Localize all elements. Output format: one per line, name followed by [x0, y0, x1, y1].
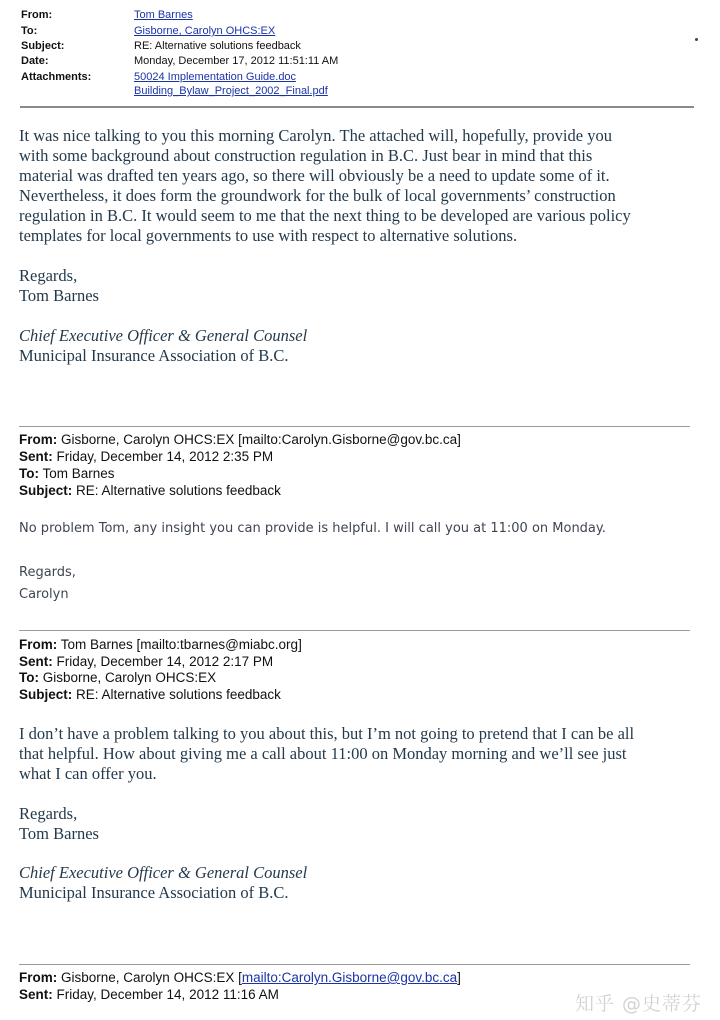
message3-body	[19, 724, 634, 784]
message4-sent: Sent: Friday, December 14, 2012 11:16 AM	[19, 987, 279, 1002]
header-divider	[20, 106, 694, 108]
body-line: regulation in B.C. It would seem to me that the next thing to be developed are various policy	[19, 206, 631, 225]
signature-org: Municipal Insurance Association of B.C.	[19, 883, 289, 902]
attachments-label: Attachments:	[21, 71, 92, 83]
body-line: Nevertheless, it does form the groundwork for the bulk of local governments’ construction	[19, 186, 616, 205]
message2-body: No problem Tom, any insight you can provide is helpful. I will call you at 11:00 on Monday.	[19, 521, 606, 536]
message1-signature	[19, 326, 307, 366]
message3-to: To: Gisborne, Carolyn OHCS:EX	[19, 670, 217, 685]
watermark: 知乎 @史蒂芬	[574, 993, 702, 1015]
from-value[interactable]: Tom Barnes	[134, 9, 193, 21]
to-label: To:	[21, 25, 38, 37]
message3-sent: Sent: Friday, December 14, 2012 2:17 PM	[19, 654, 274, 669]
message3-subject: Subject: RE: Alternative solutions feedback	[19, 687, 281, 702]
message2-sent: Sent: Friday, December 14, 2012 2:35 PM	[19, 449, 274, 464]
sender-name: Tom Barnes	[19, 824, 99, 843]
body-line: with some background about construction regulation in B.C. Just bear in mind that this	[19, 146, 593, 165]
signature-org: Municipal Insurance Association of B.C.	[19, 346, 289, 365]
body-line: templates for local governments to use with respect to alternative solutions.	[19, 226, 518, 245]
message1-closing	[19, 266, 99, 306]
message-divider	[19, 964, 690, 965]
regards: Regards,	[19, 804, 78, 823]
to-value[interactable]: Gisborne, Carolyn OHCS:EX	[134, 25, 276, 37]
body-line: that helpful. How about giving me a call about 11:00 on Monday morning and we’ll see just	[19, 744, 627, 763]
subject-label: Subject:	[21, 40, 65, 52]
subject-value: RE: Alternative solutions feedback	[134, 40, 301, 52]
message3-signature	[19, 863, 307, 903]
mailto-link[interactable]: mailto:Carolyn.Gisborne@gov.bc.ca	[241, 970, 458, 985]
attachment-link[interactable]: Building_Bylaw_Project_2002_Final.pdf	[134, 85, 328, 97]
message4-from: From: Gisborne, Carolyn OHCS:EX [mailto:Carolyn.Gisborne@gov.bc.ca]	[19, 970, 461, 985]
signature-title: Chief Executive Officer & General Counsel	[19, 326, 308, 345]
signature-title: Chief Executive Officer & General Counsel	[19, 863, 308, 882]
message3-from: From: Tom Barnes [mailto:tbarnes@miabc.org]	[19, 637, 302, 652]
attachment-link[interactable]: 50024 Implementation Guide.doc	[134, 71, 297, 83]
message-divider	[19, 630, 690, 631]
regards: Regards,	[19, 266, 78, 285]
message2-name: Carolyn	[19, 587, 69, 602]
body-line: material was drafted ten years ago, so there will obviously be a need to update some of it.	[19, 166, 610, 185]
message2-regards: Regards,	[19, 565, 76, 580]
body-line: I don’t have a problem talking to you about this, but I’m not going to pretend that I can be all	[19, 724, 635, 743]
date-value: Monday, December 17, 2012 11:51:11 AM	[134, 55, 339, 67]
message1-body	[19, 126, 631, 246]
message2-subject: Subject: RE: Alternative solutions feedback	[19, 483, 281, 498]
from-label: From:	[21, 9, 53, 21]
message2-to: To: Tom Barnes	[19, 466, 115, 481]
date-label: Date:	[21, 55, 49, 67]
message2-from: From: Gisborne, Carolyn OHCS:EX [mailto:Carolyn.Gisborne@gov.bc.ca]	[19, 432, 461, 447]
message3-closing	[19, 804, 99, 844]
body-line: It was nice talking to you this morning Carolyn. The attached will, hopefully, provide you	[19, 126, 612, 145]
body-line: what I can offer you.	[19, 764, 157, 783]
stray-dot	[695, 38, 698, 41]
sender-name: Tom Barnes	[19, 286, 99, 305]
message-divider	[19, 426, 690, 427]
